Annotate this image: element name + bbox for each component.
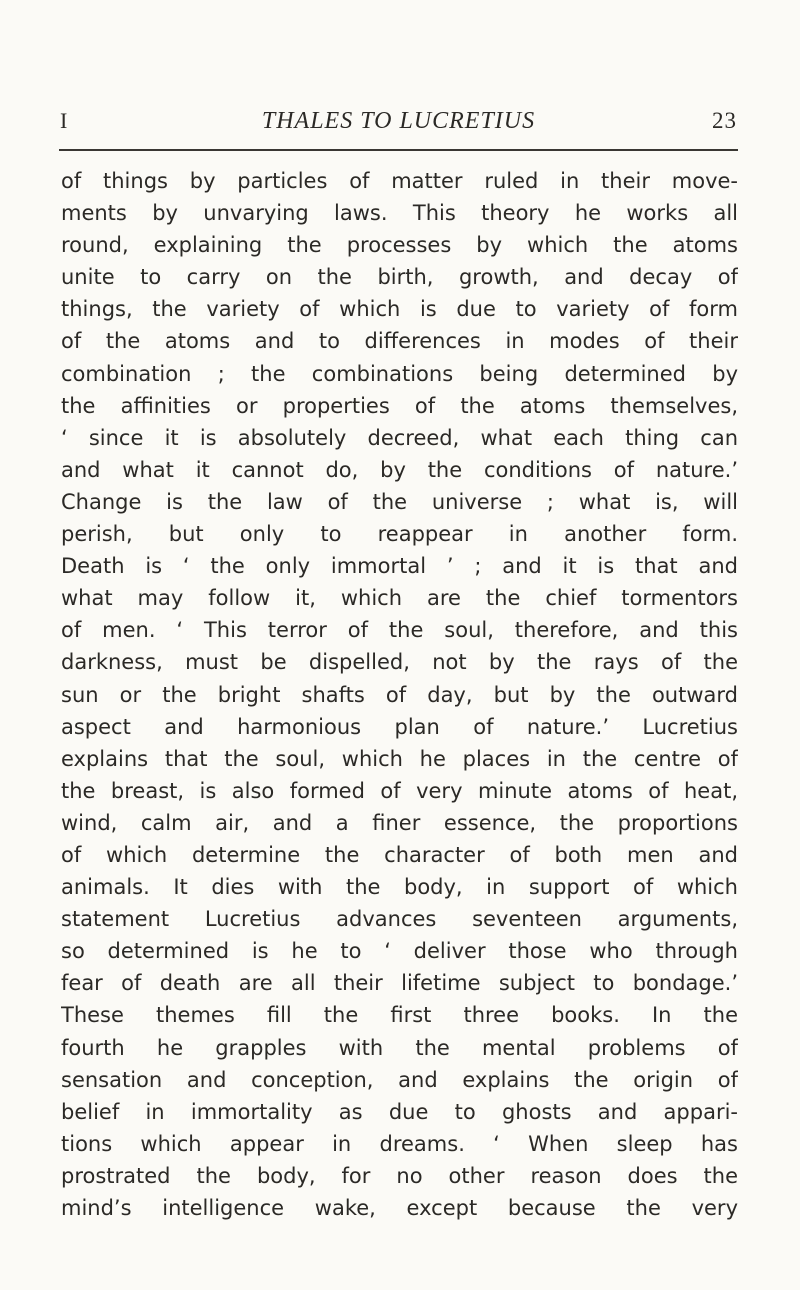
text-line: Change is the law of the universe ; what is, will [61, 489, 738, 514]
text-line: sensation and conception, and explains the origin of [61, 1067, 738, 1092]
running-header [60, 108, 737, 144]
text-line: explains that the soul, which he places in the centre of [61, 746, 738, 771]
text-line: These themes fill the first three books. In the [61, 1003, 738, 1028]
text-line: statement Lucretius advances seventeen arguments, [61, 907, 738, 932]
text-line: tions which appear in dreams. ‘ When sleep has [61, 1131, 738, 1156]
text-line: wind, calm air, and a finer essence, the proportions [61, 810, 738, 835]
text-line: of which determine the character of both men and [61, 842, 738, 867]
text-line: aspect and harmonious plan of nature.’ Lucretius [61, 714, 738, 739]
text-line: the affinities or properties of the atoms themselves, [61, 393, 738, 418]
text-line: of things by particles of matter ruled in their move- [61, 169, 738, 193]
text-line: sun or the bright shafts of day, but by the outward [61, 682, 738, 707]
chapter-number: I [60, 108, 69, 133]
text-line: prostrated the body, for no other reason does the [61, 1163, 738, 1188]
text-line: what may follow it, which are the chief tormentors [61, 586, 738, 611]
text-line: belief in immortality as due to ghosts and appari- [61, 1099, 738, 1124]
text-line: combination ; the combinations being determined by [61, 361, 738, 386]
header-rule [59, 149, 738, 151]
text-line: unite to carry on the birth, growth, and decay of [61, 265, 738, 290]
text-line: ‘ since it is absolutely decreed, what each thing can [61, 425, 738, 450]
text-line: things, the variety of which is due to variety of form [61, 297, 738, 322]
text-line: and what it cannot do, by the conditions of nature.’ [61, 457, 738, 482]
page-number: 23 [712, 108, 737, 133]
running-title: THALES TO LUCRETIUS [261, 108, 536, 134]
text-line: perish, but only to reappear in another form. [61, 522, 738, 547]
text-line: ments by unvarying laws. This theory he works all [61, 201, 738, 226]
text-line: the breast, is also formed of very minute atoms of heat, [61, 778, 738, 803]
text-line: of the atoms and to differences in modes of their [61, 329, 738, 354]
text-line: animals. It dies with the body, in support of which [61, 875, 738, 900]
text-line: so determined is he to ‘ deliver those who through [61, 939, 738, 964]
text-line: darkness, must be dispelled, not by the rays of the [61, 650, 738, 675]
text-line: mind’s intelligence wake, except because the very [61, 1196, 738, 1220]
text-line: fourth he grapples with the mental problems of [61, 1035, 738, 1060]
text-line: round, explaining the processes by which the atoms [61, 233, 738, 258]
text-line: Death is ‘ the only immortal ’ ; and it is that and [61, 554, 738, 579]
text-line: fear of death are all their lifetime subject to bondage.’ [61, 971, 738, 996]
text-line: of men. ‘ This terror of the soul, therefore, and this [61, 618, 738, 643]
body-paragraph [61, 165, 738, 1224]
